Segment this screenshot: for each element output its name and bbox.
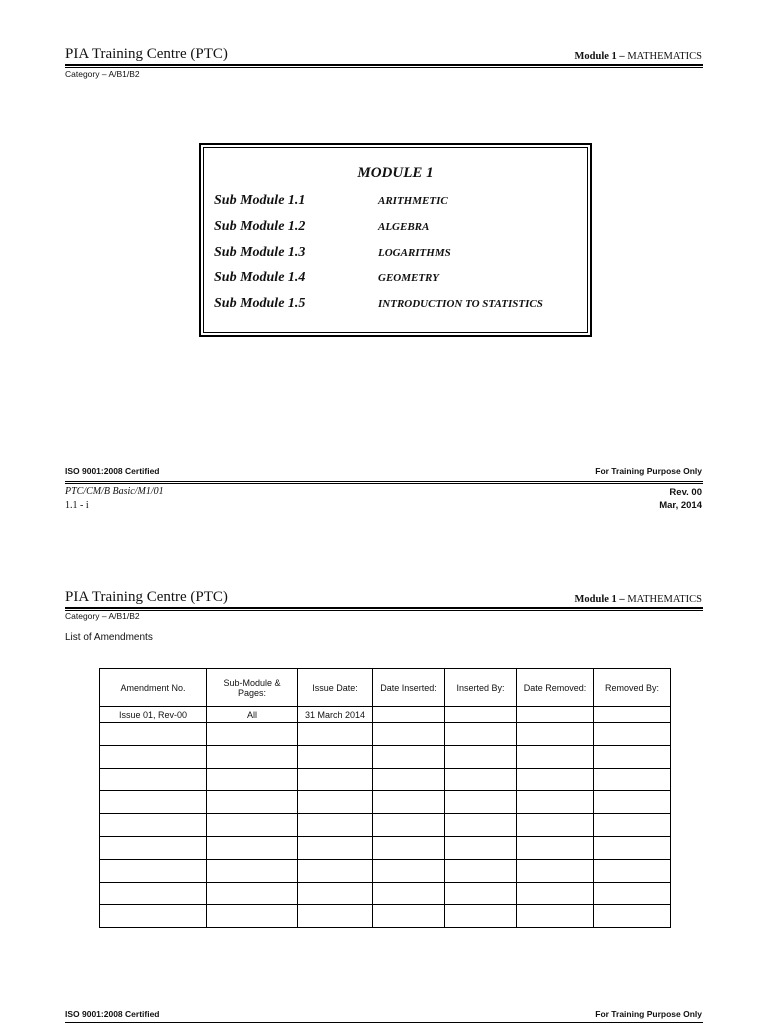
table-cell[interactable]: Issue 01, Rev-00	[100, 707, 207, 723]
table-cell-empty[interactable]	[517, 882, 594, 905]
submodule-label: Sub Module 1.2	[214, 219, 306, 234]
table-cell-empty[interactable]	[298, 723, 373, 746]
table-cell-empty[interactable]	[594, 859, 671, 882]
table-cell[interactable]	[594, 707, 671, 723]
submodule-label: Sub Module 1.1	[214, 193, 306, 208]
table-cell-empty[interactable]	[373, 905, 445, 928]
table-cell-empty[interactable]	[373, 836, 445, 859]
table-cell-empty[interactable]	[594, 836, 671, 859]
table-cell-empty[interactable]	[445, 791, 517, 814]
table-cell[interactable]	[517, 707, 594, 723]
table-cell-empty[interactable]	[594, 745, 671, 768]
table-cell[interactable]	[373, 707, 445, 723]
page1-header-rule-thin	[65, 67, 703, 68]
table-cell-empty[interactable]	[517, 723, 594, 746]
table-cell-empty[interactable]	[594, 814, 671, 837]
submodule-name: LOGARITHMS	[378, 247, 451, 259]
table-cell-empty[interactable]	[517, 814, 594, 837]
table-row-empty	[100, 905, 671, 928]
table-cell-empty[interactable]	[207, 859, 298, 882]
table-cell-empty[interactable]	[207, 882, 298, 905]
table-cell-empty[interactable]	[594, 723, 671, 746]
amendments-body	[100, 707, 671, 928]
table-row-empty	[100, 723, 671, 746]
table-cell-empty[interactable]	[298, 836, 373, 859]
table-row-empty	[100, 814, 671, 837]
page2-header-module	[575, 594, 702, 605]
table-row-empty	[100, 836, 671, 859]
table-row-empty	[100, 745, 671, 768]
page2-header-rule	[65, 607, 703, 609]
table-cell-empty[interactable]	[207, 723, 298, 746]
table-cell-empty[interactable]	[445, 905, 517, 928]
table-cell-empty[interactable]	[373, 814, 445, 837]
page2-header-title: PIA Training Centre (PTC)	[65, 589, 228, 605]
page2-footer-purpose: For Training Purpose Only	[595, 1009, 702, 1019]
amendments-header-row	[100, 669, 671, 707]
page2-footer-rule	[65, 1022, 703, 1023]
table-cell-empty[interactable]	[207, 814, 298, 837]
table-cell-empty[interactable]	[100, 882, 207, 905]
table-cell-empty[interactable]	[100, 836, 207, 859]
table-cell-empty[interactable]	[207, 836, 298, 859]
table-cell[interactable]: All	[207, 707, 298, 723]
table-cell-empty[interactable]	[207, 745, 298, 768]
table-row-empty	[100, 791, 671, 814]
page1-footer-rev: Rev. 00	[669, 487, 702, 498]
column-header: Inserted By:	[445, 669, 517, 707]
page1-header-title: PIA Training Centre (PTC)	[65, 46, 228, 62]
amendments-table	[99, 668, 671, 928]
table-cell-empty[interactable]	[100, 723, 207, 746]
table-cell-empty[interactable]	[100, 745, 207, 768]
table-cell-empty[interactable]	[445, 745, 517, 768]
submodule-name: ARITHMETIC	[378, 195, 448, 207]
list-of-amendments-title: List of Amendments	[65, 632, 153, 643]
table-cell-empty[interactable]	[100, 905, 207, 928]
table-cell-empty[interactable]	[445, 859, 517, 882]
submodule-label: Sub Module 1.4	[214, 270, 306, 285]
table-cell-empty[interactable]	[445, 814, 517, 837]
table-cell-empty[interactable]	[594, 791, 671, 814]
table-cell-empty[interactable]	[100, 859, 207, 882]
page1-footer-date: Mar, 2014	[659, 500, 702, 511]
page1-footer-code: PTC/CM/B Basic/M1/01	[65, 486, 164, 497]
table-cell-empty[interactable]	[373, 745, 445, 768]
table-cell-empty[interactable]	[594, 882, 671, 905]
table-cell-empty[interactable]	[298, 814, 373, 837]
page1-header-rule	[65, 64, 703, 66]
page1-footer-purpose: For Training Purpose Only	[595, 466, 702, 476]
table-cell-empty[interactable]	[100, 791, 207, 814]
table-cell-empty[interactable]	[100, 768, 207, 791]
table-row-empty	[100, 882, 671, 905]
table-cell-empty[interactable]	[445, 836, 517, 859]
column-header: Sub-Module & Pages:	[207, 669, 298, 707]
table-cell-empty[interactable]	[517, 791, 594, 814]
table-row-empty	[100, 768, 671, 791]
page2-header-rule-thin	[65, 610, 703, 611]
module-title: MODULE 1	[357, 165, 434, 181]
page1-footer-rule	[65, 481, 703, 482]
table-cell-empty[interactable]	[373, 859, 445, 882]
table-cell-empty[interactable]	[207, 791, 298, 814]
page1-footer-page: 1.1 - i	[65, 500, 89, 511]
table-cell-empty[interactable]	[445, 768, 517, 791]
table-cell-empty[interactable]	[207, 768, 298, 791]
page2-category: Category – A/B1/B2	[65, 611, 140, 621]
table-cell-empty[interactable]	[445, 723, 517, 746]
column-header: Removed By:	[594, 669, 671, 707]
table-cell[interactable]: 31 March 2014	[298, 707, 373, 723]
column-header: Date Removed:	[517, 669, 594, 707]
column-header: Issue Date:	[298, 669, 373, 707]
table-cell-empty[interactable]	[517, 768, 594, 791]
column-header: Date Inserted:	[373, 669, 445, 707]
table-cell-empty[interactable]	[298, 859, 373, 882]
table-cell-empty[interactable]	[594, 905, 671, 928]
table-cell-empty[interactable]	[207, 905, 298, 928]
table-cell-empty[interactable]	[373, 768, 445, 791]
submodule-name: GEOMETRY	[378, 272, 439, 284]
table-cell-empty[interactable]	[517, 745, 594, 768]
page1-category: Category – A/B1/B2	[65, 69, 140, 79]
page2-footer-iso: ISO 9001:2008 Certified	[65, 1009, 160, 1019]
page2-header-module-name: MATHEMATICS	[627, 594, 702, 605]
table-cell[interactable]	[445, 707, 517, 723]
table-row	[100, 707, 671, 723]
submodule-label: Sub Module 1.3	[214, 245, 306, 260]
table-cell-empty[interactable]	[445, 882, 517, 905]
page2-header-module-prefix: Module 1 –	[574, 594, 625, 605]
table-cell-empty[interactable]	[373, 723, 445, 746]
table-cell-empty[interactable]	[373, 882, 445, 905]
table-row-empty	[100, 859, 671, 882]
table-cell-empty[interactable]	[517, 836, 594, 859]
table-cell-empty[interactable]	[298, 768, 373, 791]
table-cell-empty[interactable]	[298, 882, 373, 905]
column-header: Amendment No.	[100, 669, 207, 707]
module-box	[199, 143, 592, 337]
table-cell-empty[interactable]	[298, 791, 373, 814]
table-cell-empty[interactable]	[298, 905, 373, 928]
page1-header-module-name: MATHEMATICS	[627, 51, 702, 62]
submodule-label: Sub Module 1.5	[214, 296, 306, 311]
table-cell-empty[interactable]	[517, 859, 594, 882]
table-cell-empty[interactable]	[373, 791, 445, 814]
submodule-name: ALGEBRA	[378, 221, 430, 233]
table-cell-empty[interactable]	[100, 814, 207, 837]
page1-header-module-prefix: Module 1 –	[574, 51, 625, 62]
table-cell-empty[interactable]	[298, 745, 373, 768]
submodule-name: INTRODUCTION TO STATISTICS	[378, 298, 543, 310]
table-cell-empty[interactable]	[594, 768, 671, 791]
page1-header-module	[575, 51, 702, 62]
page1-footer-iso: ISO 9001:2008 Certified	[65, 466, 160, 476]
module-box-inner	[203, 147, 588, 333]
page1-footer-rule-thin	[65, 483, 703, 484]
table-cell-empty[interactable]	[517, 905, 594, 928]
